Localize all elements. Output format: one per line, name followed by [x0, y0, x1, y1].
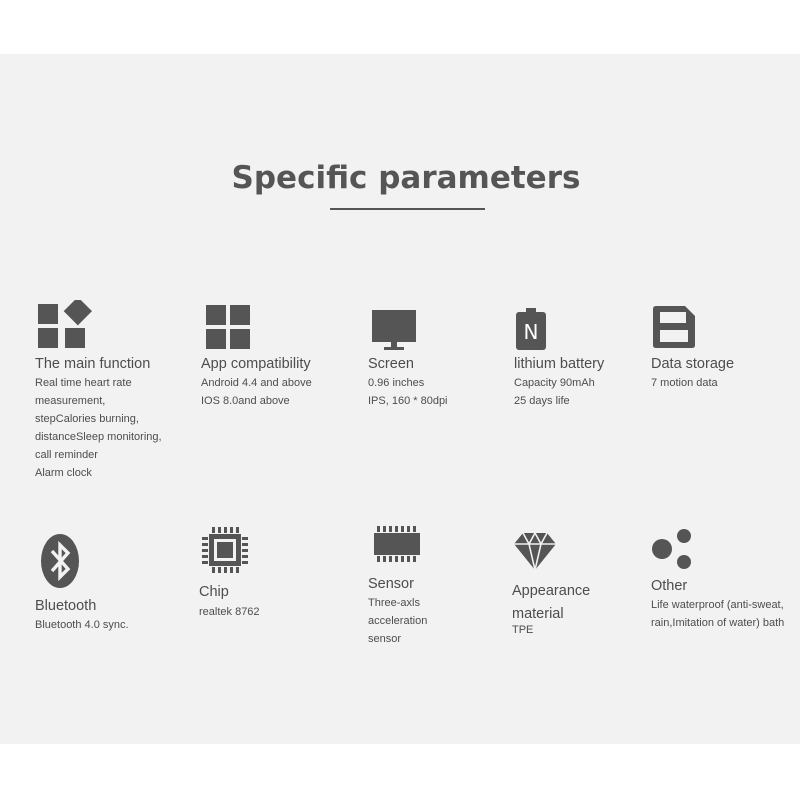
param-label: Chip — [199, 584, 229, 600]
title-underline — [330, 208, 485, 210]
param-desc — [199, 603, 260, 621]
desc-line: distanceSleep monitoring, — [35, 431, 162, 443]
desc-line: IOS 8.0and above — [201, 395, 290, 407]
desc-line: 7 motion data — [651, 377, 718, 389]
param-desc — [35, 616, 129, 634]
param-label: lithium battery — [514, 356, 605, 372]
label-line: Appearance — [512, 583, 591, 599]
desc-line: Three-axls — [368, 597, 420, 609]
desc-line: IPS, 160 * 80dpi — [368, 395, 448, 407]
param-desc — [651, 596, 784, 632]
page-title: Specific parameters — [231, 160, 581, 196]
param-desc — [35, 374, 162, 482]
param-desc — [201, 374, 312, 410]
dots-icon — [651, 527, 695, 571]
desc-line: TPE — [512, 624, 534, 636]
param-label: Bluetooth — [35, 598, 97, 614]
param-label: The main function — [35, 356, 151, 372]
param-label: Data storage — [651, 356, 735, 372]
desc-line: stepCalories burning, — [35, 413, 139, 425]
desc-line: Alarm clock — [35, 467, 92, 479]
battery-letter: N — [523, 320, 539, 344]
bluetooth-icon — [40, 533, 82, 589]
param-label: Sensor — [368, 576, 414, 592]
desc-line: sensor — [368, 633, 402, 645]
param-desc — [514, 374, 595, 410]
label-line: material — [512, 606, 564, 622]
param-desc — [512, 621, 533, 639]
param-desc — [368, 594, 427, 648]
desc-line: 0.96 inches — [368, 377, 425, 389]
desc-line: Life waterproof (anti-sweat, — [651, 599, 784, 611]
monitor-icon — [372, 310, 420, 352]
desc-line: rain,Imitation of water) bath — [651, 617, 785, 629]
desc-line: Real time heart rate — [35, 377, 132, 389]
param-label: App compatibility — [201, 356, 311, 372]
param-label — [512, 580, 590, 626]
desc-line: 25 days life — [514, 395, 570, 407]
grid-icon — [206, 305, 252, 351]
param-label: Screen — [368, 356, 414, 372]
desc-line: measurement, — [35, 395, 106, 407]
battery-icon — [516, 308, 552, 350]
param-label: Other — [651, 578, 688, 594]
desc-line: Bluetooth 4.0 sync. — [35, 619, 129, 631]
param-desc — [651, 374, 718, 392]
param-desc — [368, 374, 448, 410]
floppy-disk-icon — [653, 306, 697, 350]
desc-line: Android 4.4 and above — [201, 377, 312, 389]
desc-line: Capacity 90mAh — [514, 377, 595, 389]
desc-line: call reminder — [35, 449, 98, 461]
desc-line: realtek 8762 — [199, 606, 260, 618]
diamond-icon — [514, 532, 558, 572]
chip-icon — [201, 526, 249, 574]
sensor-icon — [373, 526, 423, 562]
apps-icon — [38, 300, 94, 352]
desc-line: acceleration — [368, 615, 428, 627]
